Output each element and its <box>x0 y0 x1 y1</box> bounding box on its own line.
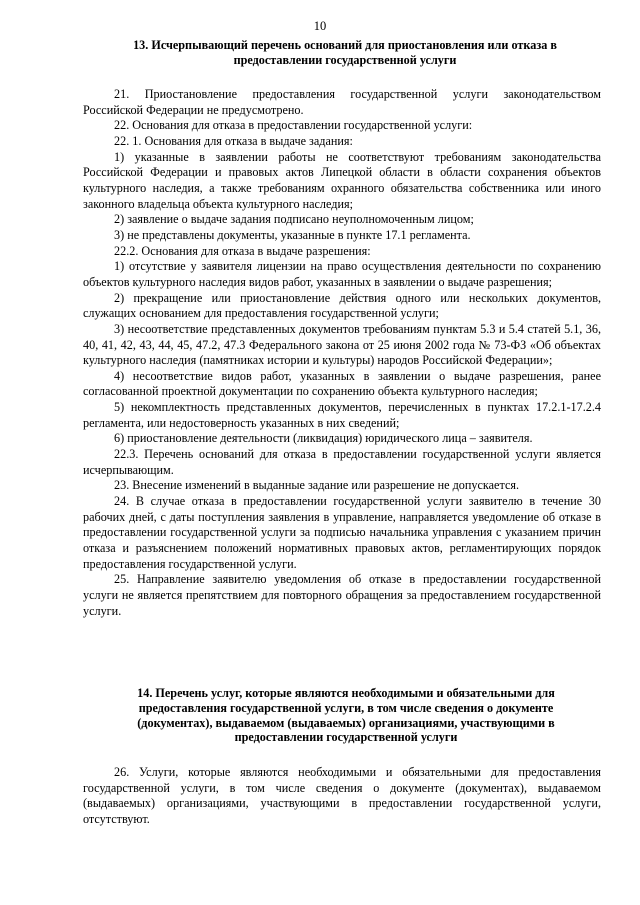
paragraph-26: 26. Услуги, которые являются необходимыми и обязательными для предоставления государственной услуги, в том числе сведения о документе (документах), выдаваемом (выдаваемых) организациями, участвующими в предоставлении государственной услуги, отсутствуют. <box>83 765 601 826</box>
section-14-heading-line-1: 14. Перечень услуг, которые являются необходимыми и обязательными для <box>137 686 555 700</box>
list-item: 3) несоответствие представленных документов требованиям пунктам 5.3 и 5.4 статей 5.1, 36, 40, 41, 42, 43, 44, 45, 47.2, 47.3 Федерального закона от 25 июня 2002 года № 73-ФЗ «Об объектах культурного наследия (памятниках истории и культуры) народов Российской Федерации»; <box>83 321 601 368</box>
section-14-heading-line-2: предоставления государственной услуги, в том числе сведения о документе <box>138 700 554 715</box>
paragraph-25: 25. Направление заявителю уведомления об отказе в предоставлении государственной услуги не является препятствием для повторного обращения за предоставлением государственной услуги. <box>83 572 601 618</box>
list-item: 5) некомплектность представленных документов, перечисленных в пунктах 17.2.1-17.2.4 регламента, или недостоверность указанных в них сведений; <box>83 400 601 430</box>
page-number: 10 <box>313 19 327 33</box>
list-item: 2) прекращение или приостановление действия одного или нескольких документов, служащих основанием для предоставления государственной услуги; <box>83 290 601 321</box>
paragraph-22-1: 22. 1. Основания для отказа в выдаче задания: <box>114 133 353 148</box>
section-13-heading-line-1: 13. Исчерпывающий перечень оснований для приостановления или отказа в <box>133 38 557 52</box>
paragraph-23: 23. Внесение изменений в выданные задание или разрешение не допускается. <box>114 478 520 493</box>
section-14-heading <box>96 686 596 745</box>
paragraph-22-2: 22.2. Основания для отказа в выдаче разрешения: <box>114 243 371 258</box>
section-13-heading-line-2: предоставлении государственной услуги <box>233 52 457 67</box>
paragraph-21: 21. Приостановление предоставления государственной услуги законодательством Российской Федерации не предусмотрено. <box>83 87 601 117</box>
paragraph-24: 24. В случае отказа в предоставлении государственной услуги заявителю в течение 30 рабочих дней, с даты поступления заявления в управление, направляется уведомление об отказе в предоставлении государственной услуги за подписью начальника управления с указанием причин отказа и разъяснением положений нормативных правовых актов, регламентирующих порядок предоставления государственной услуги. <box>83 494 601 571</box>
list-item: 1) отсутствие у заявителя лицензии на право осуществления деятельности по сохранению объектов культурного наследия видов работ, указанных в заявлении о выдаче разрешения; <box>83 259 601 289</box>
section-14-heading-line-3: (документах), выдаваемом (выдаваемых) организациями, участвующими в <box>137 715 555 730</box>
paragraph-22-3: 22.3. Перечень оснований для отказа в предоставлении государственной услуги является исчерпывающим. <box>83 447 601 477</box>
list-item: 3) не представлены документы, указанные в пункте 17.1 регламента. <box>114 227 471 242</box>
section-14-body <box>83 765 601 828</box>
section-13-heading <box>90 38 600 68</box>
paragraph-22: 22. Основания для отказа в предоставлении государственной услуги: <box>114 118 473 133</box>
section-14-heading-line-4: предоставлении государственной услуги <box>234 730 458 745</box>
list-item: 1) указанные в заявлении работы не соответствуют требованиям законодательства Российской Федерации и правовых актов Липецкой области в области сохранения объектов культурного наследия, а также требованиям охранного обязательства собственника или иного законного владельца объекта культурного наследия; <box>83 149 601 211</box>
list-item: 2) заявление о выдаче задания подписано неуполномоченным лицом; <box>114 212 474 227</box>
list-item: 6) приостановление деятельности (ликвидация) юридического лица – заявителя. <box>114 431 533 446</box>
list-item: 4) несоответствие видов работ, указанных в заявлении о выдаче разрешения, ранее согласованной проектной документации по сохранению объекта культурного наследия; <box>83 368 601 399</box>
section-13-body <box>83 87 601 619</box>
